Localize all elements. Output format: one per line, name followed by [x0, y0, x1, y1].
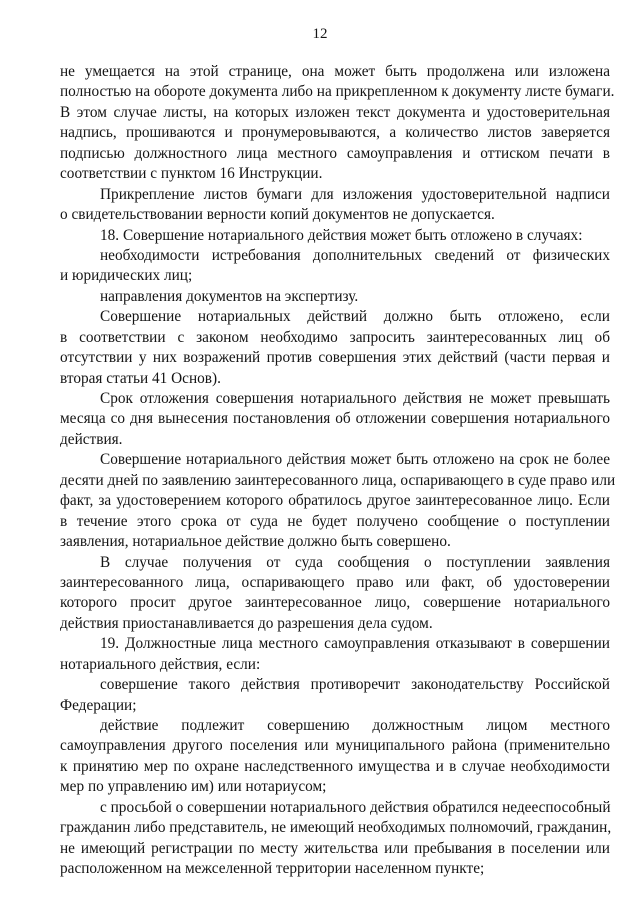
- text-line: Федерации;: [60, 696, 137, 714]
- text-line: необходимости истребования дополнительных сведений от физических: [100, 246, 610, 264]
- text-line: заинтересованного лица, оспаривающего право или факт, об удостоверении: [60, 573, 610, 591]
- text-line: действия.: [60, 430, 123, 448]
- text-line: 19. Должностные лица местного самоуправления отказывают в совершении: [100, 635, 610, 653]
- text-line: соответствии с пунктом 16 Инструкции.: [60, 165, 323, 183]
- text-line: с просьбой о совершении нотариального действия обратился недееспособный: [100, 798, 611, 816]
- text-line: и юридических лиц;: [60, 267, 193, 285]
- text-line: действие подлежит совершению должностным лицом местного: [100, 717, 610, 734]
- text-line: самоуправления другого поселения или муниципального района (применительно: [60, 737, 610, 755]
- text-line: мер по управлению им) или нотариусом;: [60, 778, 327, 796]
- text-line: факт, за удостоверением которого обратилось другое заинтересованное лицо. Если: [60, 492, 610, 510]
- text-line: в течение этого срока от суда не будет получено сообщение о поступлении: [60, 512, 610, 530]
- text-line: в соответствии с законом необходимо запросить заинтересованных лиц об: [60, 328, 610, 346]
- text-line: надпись, прошиваются и пронумеровываются, а количество листов заверяется: [60, 124, 610, 142]
- text-line: отсутствии у них возражений против совершения этих действий (части первая и: [60, 349, 610, 367]
- text-line: нотариального действия, если:: [60, 655, 261, 673]
- text-line: полностью на обороте документа либо на прикрепленном к документу листе бумаги.: [60, 83, 615, 101]
- text-line: совершение такого действия противоречит законодательству Российской: [100, 676, 610, 694]
- text-line: к принятию мер по охране наследственного имущества и в случае необходимости: [60, 757, 610, 775]
- text-line: 18. Совершение нотариального действия может быть отложено в случаях:: [100, 226, 583, 244]
- text-line: заявления, нотариальное действие должно быть совершено.: [60, 533, 451, 551]
- text-line: десяти дней по заявлению заинтересованного лица, оспаривающего в суде право или: [60, 471, 616, 489]
- text-line: месяца со дня вынесения постановления об отложении совершения нотариального: [60, 410, 610, 428]
- text-line: Срок отложения совершения нотариального действия не может превышать: [100, 390, 610, 407]
- page-number: 12: [312, 26, 328, 42]
- text-line: В этом случае листы, на которых изложен текст документа и удостоверительная: [60, 103, 610, 121]
- text-line: подписью должностного лица местного самоуправления и оттиском печати в: [60, 144, 610, 162]
- text-line: действия приостанавливается до разрешения дела судом.: [60, 614, 433, 632]
- text-line: не имеющий регистрации по месту жительства или пребывания в поселении или: [60, 839, 610, 857]
- text-line: которого просит другое заинтересованное лицо, совершение нотариального: [60, 594, 610, 612]
- text-line: гражданин либо представитель, не имеющий необходимых полномочий, гражданин,: [60, 819, 612, 837]
- text-line: Совершение нотариального действия может быть отложено на срок не более: [100, 451, 610, 469]
- text-line: направления документов на экспертизу.: [100, 287, 359, 305]
- text-line: о свидетельствовании верности копий документов не допускается.: [60, 206, 495, 224]
- text-line: не умещается на этой странице, она может быть продолжена или изложена: [60, 63, 610, 80]
- text-line: вторая статьи 41 Основ).: [60, 369, 221, 387]
- text-line: Прикрепление листов бумаги для изложения удостоверительной надписи: [100, 185, 610, 203]
- text-line: Совершение нотариальных действий должно быть отложено, если: [100, 308, 610, 326]
- text-line: В случае получения от суда сообщения о поступлении заявления: [100, 553, 610, 571]
- document-body: [60, 62, 616, 880]
- text-line: расположенном на межселенной территории населенном пункте;: [60, 860, 485, 878]
